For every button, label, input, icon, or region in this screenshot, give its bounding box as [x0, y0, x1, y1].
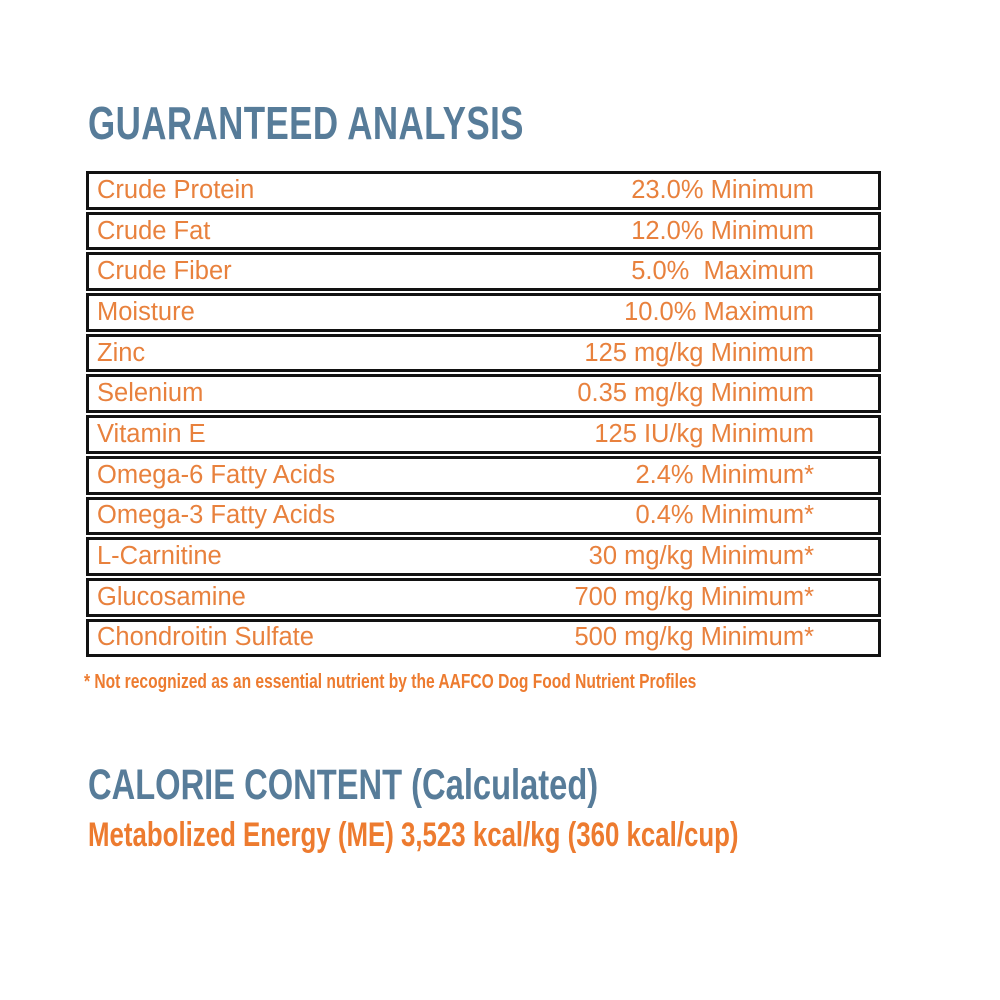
nutrient-value: 700 mg/kg Minimum* — [574, 582, 814, 611]
nutrient-value: 0.4% Minimum* — [635, 501, 814, 530]
table-row — [86, 252, 881, 291]
aafco-footnote: * Not recognized as an essential nutrient by the AAFCO Dog Food Nutrient Profiles — [84, 670, 697, 693]
nutrient-value: 500 mg/kg Minimum* — [574, 623, 814, 652]
nutrient-name: Selenium — [97, 379, 204, 408]
guaranteed-analysis-title: GUARANTEED ANALYSIS — [88, 97, 524, 149]
nutrient-name: L-Carnitine — [97, 542, 222, 571]
nutrient-name: Crude Protein — [97, 175, 255, 204]
nutrient-value: 5.0% Maximum — [631, 257, 814, 286]
nutrient-name: Crude Fat — [97, 216, 211, 245]
table-row — [86, 619, 881, 658]
nutrient-value: 2.4% Minimum* — [635, 460, 814, 489]
nutrient-name: Chondroitin Sulfate — [97, 623, 314, 652]
table-row — [86, 497, 881, 536]
nutrient-name: Moisture — [97, 297, 195, 326]
table-row — [86, 293, 881, 332]
nutrient-name: Crude Fiber — [97, 257, 232, 286]
table-row — [86, 212, 881, 251]
nutrient-name: Omega-3 Fatty Acids — [97, 501, 336, 530]
table-row — [86, 171, 881, 210]
nutrient-value: 10.0% Maximum — [624, 297, 814, 326]
table-row — [86, 456, 881, 495]
nutrient-value: 125 IU/kg Minimum — [594, 419, 814, 448]
guaranteed-analysis-table — [86, 171, 881, 657]
table-row — [86, 578, 881, 617]
table-row — [86, 537, 881, 576]
nutrient-value: 12.0% Minimum — [631, 216, 814, 245]
nutrient-name: Zinc — [97, 338, 146, 367]
nutrient-name: Glucosamine — [97, 582, 246, 611]
metabolized-energy-line: Metabolized Energy (ME) 3,523 kcal/kg (360 kcal/cup) — [88, 816, 739, 854]
calorie-content-title: CALORIE CONTENT (Calculated) — [88, 761, 599, 809]
nutrient-value: 0.35 mg/kg Minimum — [577, 379, 814, 408]
table-row — [86, 374, 881, 413]
nutrient-value: 30 mg/kg Minimum* — [588, 542, 814, 571]
table-row — [86, 334, 881, 373]
table-row — [86, 415, 881, 454]
nutrient-value: 23.0% Minimum — [631, 175, 814, 204]
nutrient-value: 125 mg/kg Minimum — [584, 338, 814, 367]
nutrient-name: Vitamin E — [97, 419, 206, 448]
nutrient-name: Omega-6 Fatty Acids — [97, 460, 336, 489]
